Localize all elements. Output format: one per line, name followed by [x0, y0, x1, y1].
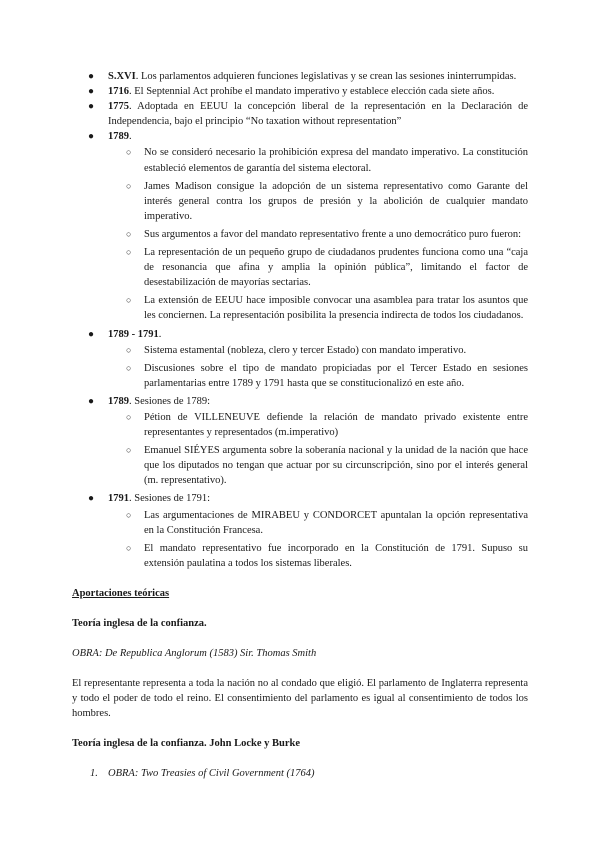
sublist-item	[0, 541, 600, 571]
sublist-item	[0, 179, 600, 224]
sublist-item	[0, 508, 600, 538]
sublist-item	[0, 145, 600, 175]
item-lead: 1789	[108, 131, 129, 143]
bullet: ○	[126, 344, 132, 355]
sub-text: Las argumentaciones de MIRABEU y CONDORCET apuntalan la opción representativa en la Constitución Francesa.	[144, 509, 528, 536]
bullet: ●	[88, 101, 95, 113]
sublist-item	[0, 410, 600, 440]
bullet: ○	[126, 411, 132, 422]
item-text: . Los parlamentos adquieren funciones legislativas y se crean las sesiones ininterrumpidas.	[135, 71, 517, 82]
item-lead: 1716	[108, 86, 129, 98]
item-lead: 1775	[108, 101, 129, 113]
item-lead: 1791	[108, 493, 129, 505]
list-item	[0, 129, 600, 323]
sub-text: Sus argumentos a favor del mandato representativo frente a uno democrático puro fueron:	[144, 228, 522, 240]
sublist	[0, 145, 600, 323]
sub-text: Sistema estamental (nobleza, clero y tercer Estado) con mandato imperativo.	[144, 344, 467, 356]
body-paragraph	[72, 676, 528, 721]
bullet: ○	[126, 247, 132, 258]
bullet: ●	[88, 328, 95, 340]
bullet: ○	[126, 228, 132, 239]
sublist	[0, 343, 600, 391]
history-list	[0, 69, 600, 574]
sublist-item	[0, 361, 600, 391]
paragraph-text: El representante representa a toda la nación no al condado que eligió. El parlamento de Inglaterra representa y todo el poder de todo el reino. El consentimiento del parlamento es igual al consentimiento de todos los hombres.	[72, 678, 528, 720]
sub-text: El mandato representativo fue incorporado en la Constitución de 1791. Supuso su extensión paulatina a todos los sistemas liberales.	[144, 542, 528, 569]
obra-citation	[72, 646, 528, 661]
item-text: . Sesiones de 1791:	[129, 493, 211, 505]
item-text: .	[158, 328, 162, 340]
item-text: . Sesiones de 1789:	[129, 395, 211, 407]
sublist	[0, 508, 600, 571]
bullet: ○	[126, 295, 132, 306]
bullet: ○	[126, 362, 132, 373]
obra-text: OBRA: De Republica Anglorum (1583) Sir. Thomas Smith	[72, 648, 317, 659]
sublist-item	[0, 443, 600, 488]
bullet: ○	[126, 509, 132, 520]
bullet: ●	[88, 131, 95, 143]
sub-text: No se consideró necesario la prohibición expresa del mandato imperativo. La constitución estableció elementos de garantía del sistema electoral.	[144, 147, 528, 174]
item-lead: 1789 - 1791	[108, 328, 159, 340]
bullet: ○	[126, 180, 132, 191]
list-item	[0, 84, 600, 99]
item-lead: S.XVI	[108, 71, 136, 82]
sub-text: James Madison consigue la adopción de un sistema representativo como Garante del interés general contra los grupos de presión y la abolición de cualquier mandato imperativo.	[144, 180, 528, 222]
sub-text: Pétion de VILLENEUVE defiende la relación de mandato privado existente entre representantes y representados (m.imperativo)	[144, 411, 528, 439]
bullet: ○	[126, 445, 132, 456]
heading-text: Teoría inglesa de la confianza.	[72, 618, 207, 629]
item-text: . Adoptada en EEUU la concepción liberal de la representación en la Declaración de Independencia, bajo el principio “No taxation without representation”	[108, 101, 528, 128]
list-item	[0, 394, 600, 489]
list-item	[0, 491, 600, 570]
section-title-text: Aportaciones teóricas	[72, 588, 170, 599]
section-title	[72, 586, 528, 601]
item-lead: 1789	[108, 395, 129, 407]
ordered-item	[0, 766, 528, 781]
bullet: ●	[88, 71, 95, 82]
sublist-item	[0, 227, 600, 242]
bullet: ○	[126, 542, 132, 553]
heading-locke-burke	[72, 736, 528, 751]
sublist	[0, 410, 600, 488]
ordered-text: OBRA: Two Treasies of Civil Government (1764)	[108, 768, 315, 779]
sublist-item	[0, 245, 600, 290]
heading-text: Teoría inglesa de la confianza. John Locke y Burke	[72, 738, 301, 749]
list-item	[0, 327, 600, 391]
list-item	[0, 69, 600, 84]
bullet: ●	[88, 86, 95, 98]
heading-confianza	[72, 616, 528, 631]
bullet: ●	[88, 493, 95, 505]
item-text: .	[129, 131, 132, 143]
list-item	[0, 99, 600, 129]
sublist-item	[0, 293, 600, 323]
ordered-list	[0, 766, 528, 781]
sub-text: La representación de un pequeño grupo de ciudadanos prudentes funciona como una “caja de resonancia que afina y amplia la opinión pública”, limitando el factor de desestabilización de mayorías sectarias.	[144, 247, 528, 289]
sub-text: La extensión de EEUU hace imposible convocar una asamblea para tratar los asuntos que les conciernen. La representación posibilita la presencia indirecta de todos los ciudadanos.	[144, 295, 528, 322]
item-text: . El Septennial Act prohíbe el mandato imperativo y establece elección cada siete años.	[129, 86, 495, 98]
sublist-item	[0, 343, 600, 358]
sub-text: Emanuel SIÉYES argumenta sobre la soberanía nacional y la unidad de la nación que hace que los diputados no tengan que actuar por su circunscripción, sino por el interés general (m. representativo).	[144, 445, 528, 487]
sub-text: Discusiones sobre el tipo de mandato propiciadas por el Tercer Estado en sesiones parlamentarias entre 1789 y 1791 hasta que se constitucionalizó en este año.	[144, 362, 528, 389]
bullet: ●	[88, 395, 95, 407]
ordered-number: 1.	[90, 768, 98, 779]
bullet: ○	[126, 147, 132, 158]
